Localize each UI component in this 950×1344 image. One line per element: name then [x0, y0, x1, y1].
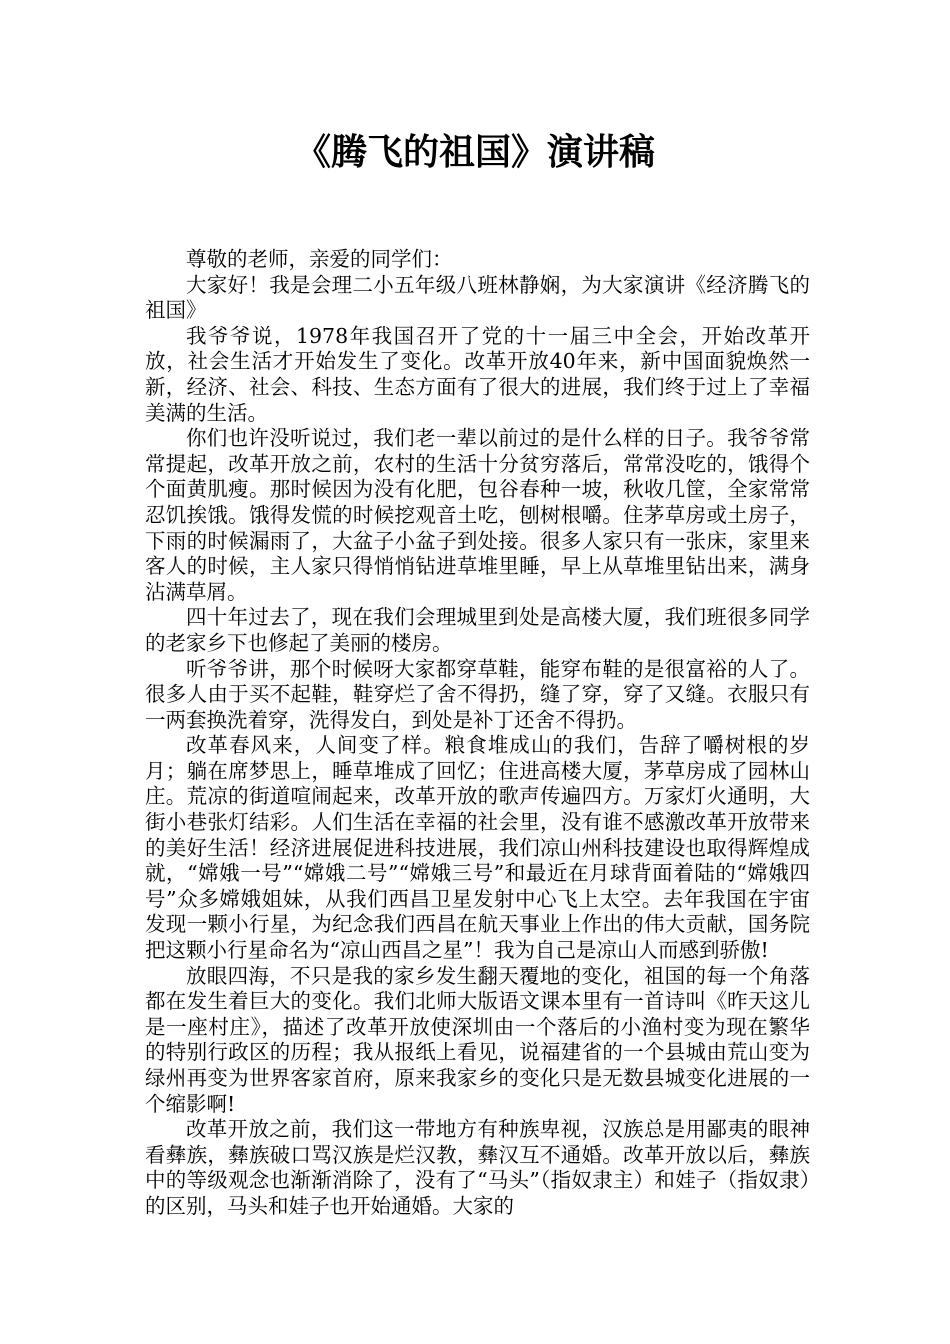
page-title: 《腾飞的祖国》演讲稿 — [294, 132, 655, 173]
salutation-paragraph: 尊敬的老师，亲爱的同学们： — [186, 247, 453, 271]
body-paragraph: 你们也许没听说过，我们老一辈以前过的是什么样的日子。我爷爷常常提起，改革开放之前，农村的生活十分贫穷落后，常常没吃的，饿得个个面黄肌瘦。那时候因为没有化肥，包谷春种一坡，秋收几筐，全家常常忍饥挨饿。饿得发慌的时候挖观音土吃，刨树根嚼。住茅草房或土房子，下雨的时候漏雨了，大盆子小盆子到处接。很多人家只有一张床，家里来客人的时候，主人家只得悄悄钻进草堆里睡，早上从草堆里钻出来，满身沾满草屑。 — [145, 426, 810, 604]
body-paragraph: 改革春风来，人间变了样。粮食堆成山的我们，告辞了嚼树根的岁月；躺在席梦思上，睡草堆成了回忆；住进高楼大厦，茅草房成了园林山庄。荒凉的街道喧闹起来，改革开放的歌声传遍四方。万家灯火通明，大街小巷张灯结彩。人们生活在幸福的社会里，没有谁不感激改革开放带来的美好生活！经济进展促进科技进展，我们凉山州科技建设也取得辉煌成就，“嫦娥一号”“嫦娥二号”“嫦娥三号”和最近在月球背面着陆的“嫦娥四号”众多嫦娥姐妹，从我们西昌卫星发射中心飞上太空。去年我国在宇宙发现一颗小行星，为纪念我们西昌在航天事业上作出的伟大贡献，国务院把这颗小行星命名为“凉山西昌之星”！我为自己是凉山人而感到骄傲! — [145, 733, 810, 963]
body-paragraph: 大家好！我是会理二小五年级八班林静娴，为大家演讲《经济腾飞的祖国》 — [145, 272, 810, 323]
body-paragraph: 我爷爷说，1978年我国召开了党的十一届三中全会，开始改革开放，社会生活才开始发生了变化。改革开放40年来，新中国面貌焕然一新，经济、社会、科技、生态方面有了很大的进展，我们终于过上了幸福美满的生活。 — [145, 323, 810, 425]
body-paragraph: 听爷爷讲，那个时候呀大家都穿草鞋，能穿布鞋的是很富裕的人了。很多人由于买不起鞋，鞋穿烂了舍不得扔，缝了穿，穿了又缝。衣服只有一两套换洗着穿，洗得发白，到处是补丁还舍不得扔。 — [145, 656, 810, 732]
body-paragraph: 四十年过去了，现在我们会理城里到处是高楼大厦，我们班很多同学的老家乡下也修起了美丽的楼房。 — [145, 605, 810, 655]
body-paragraph: 放眼四海，不只是我的家乡发生翻天覆地的变化，祖国的每一个角落都在发生着巨大的变化。我们北师大版语文课本里有一首诗叫《昨天这儿是一座村庄》，描述了改革开放使深圳由一个落后的小渔村变为现在繁华的特别行政区的历程；我从报纸上看见，说福建省的一个县城由荒山变为绿州再变为世界客家首府，原来我家乡的变化只是无数县城变化进展的一个缩影啊! — [145, 963, 810, 1116]
speech-body — [145, 247, 810, 1220]
body-paragraph: 改革开放之前，我们这一带地方有种族卑视，汉族总是用鄙夷的眼神看彝族，彝族破口骂汉族是烂汉教，彝汉互不通婚。改革开放以后，彝族中的等级观念也渐渐消除了，没有了“马头”（指奴隶主）和娃子（指奴隶）的区别，马头和娃子也开始通婚。大家的 — [145, 1117, 810, 1218]
